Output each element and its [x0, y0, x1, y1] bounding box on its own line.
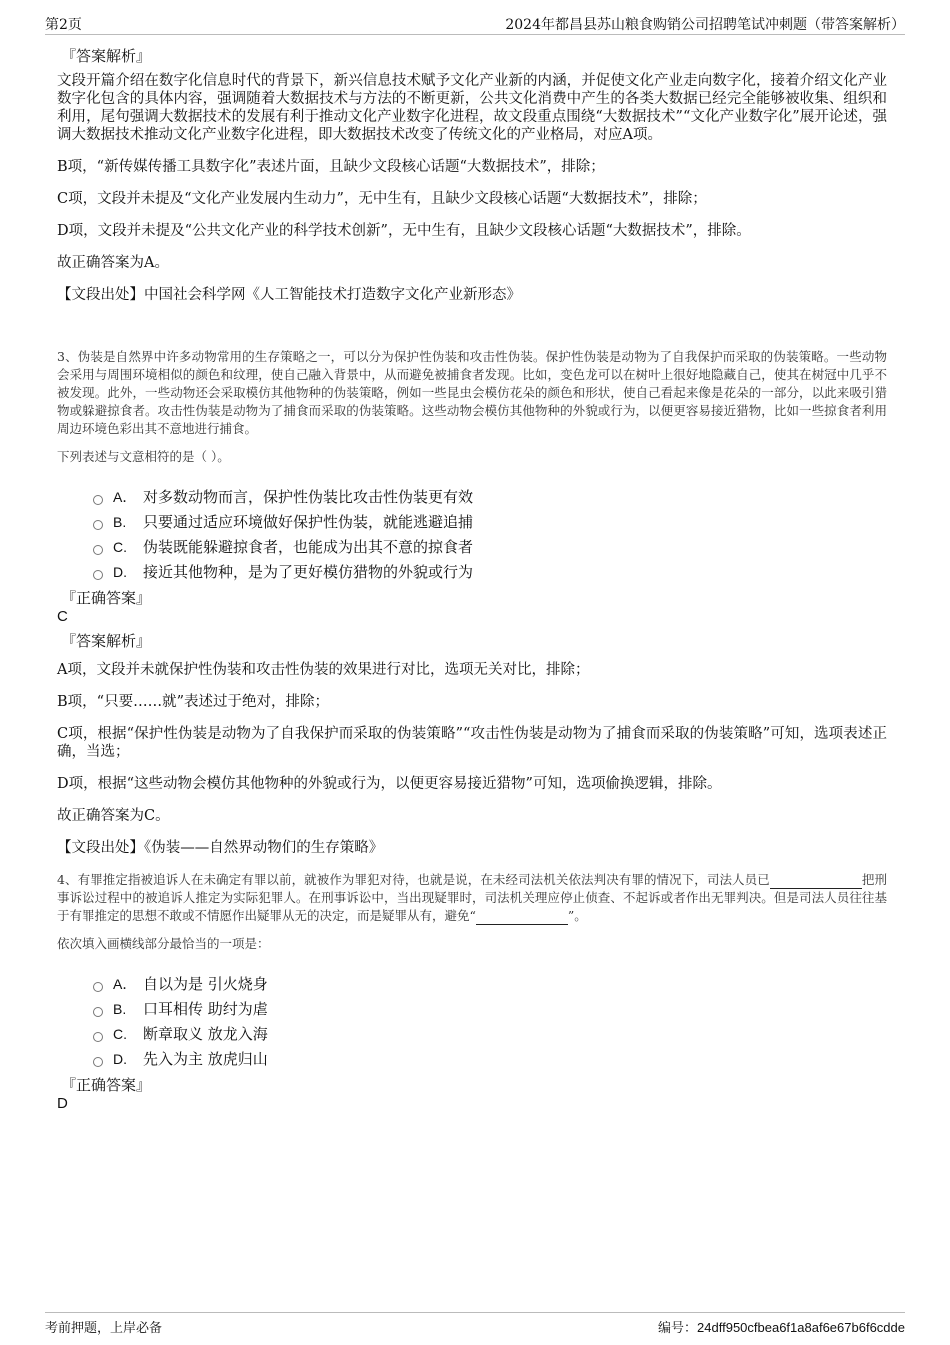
option-text: 只要通过适应环境做好保护性伪装，就能逃避追捕: [143, 513, 474, 531]
option-text: 断章取义 放龙入海: [143, 1025, 268, 1043]
q3-analysis-a: A项，文段并未就保护性伪装和攻击性伪装的效果进行对比，选项无关对比，排除；: [57, 662, 590, 678]
blank-2[interactable]: [476, 910, 568, 925]
code-value: 24dff950cfbea6f1a8af6e67b6f6cdde: [697, 1320, 905, 1335]
q3-options: [93, 484, 887, 584]
q4-stem-part2: 把刑事诉讼过程中的被追诉人推定为实际犯罪人。在刑事诉讼中，当出现疑罪时，司法机关理应停止侦查、不起诉或者作出无罪判决。但是司法人员往往基于有罪推定的思想不敢或不情愿作出疑罪从无的决定，而是疑罪从有，避免“: [57, 872, 887, 923]
radio-icon[interactable]: [93, 495, 103, 505]
q4-option-b[interactable]: [93, 996, 887, 1021]
q2-conclusion: 故正确答案为A。: [57, 255, 169, 271]
option-text: 对多数动物而言，保护性伪装比攻击性伪装更有效: [143, 488, 474, 506]
option-text: 口耳相传 助纣为虐: [143, 1000, 268, 1018]
radio-icon[interactable]: [93, 1032, 103, 1042]
q4-prompt: 依次填入画横线部分最恰当的一项是：: [57, 936, 270, 951]
q3-analysis-d: D项，根据“这些动物会模仿其他物种的外貌或行为，以便更容易接近猎物”可知，选项偷换逻辑，排除。: [57, 776, 722, 792]
q3-prompt: 下列表述与文意相符的是（ ）。: [57, 449, 230, 464]
q3-source: 【文段出处】《伪装——自然界动物们的生存策略》: [57, 840, 384, 856]
option-letter: A．: [113, 488, 137, 505]
q3-option-d[interactable]: [93, 559, 887, 584]
q2-source: 【文段出处】中国社会科学网《人工智能技术打造数字文化产业新形态》: [57, 287, 521, 303]
q3-answer: C: [57, 608, 68, 625]
q3-analysis-label: 『答案解析』: [61, 632, 152, 650]
q3-option-a[interactable]: [93, 484, 887, 509]
option-letter: B.: [113, 1000, 127, 1017]
option-letter: D.: [113, 1050, 127, 1067]
q3-analysis-c: C项，根据“保护性伪装是动物为了自我保护而采取的伪装策略”“攻击性伪装是动物为了捕食而采取的伪装策略”可知，选项表述正确，当选；: [57, 726, 887, 760]
document-title: 2024年都昌县苏山粮食购销公司招聘笔试冲刺题（带答案解析）: [505, 17, 905, 33]
radio-icon[interactable]: [93, 520, 103, 530]
radio-icon[interactable]: [93, 570, 103, 580]
q4-stem: [57, 871, 887, 925]
q2-analysis-label: 『答案解析』: [61, 47, 152, 65]
radio-icon[interactable]: [93, 1007, 103, 1017]
radio-icon[interactable]: [93, 545, 103, 555]
q4-stem-part3: ”。: [567, 908, 587, 923]
option-text: 伪装既能躲避掠食者，也能成为出其不意的掠食者: [143, 538, 474, 556]
radio-icon[interactable]: [93, 1057, 103, 1067]
page-header: [45, 14, 905, 35]
q2-analysis-d: D项，文段并未提及“公共文化产业的科学技术创新”，无中生有，且缺少文段核心话题“大数据技术”，排除。: [57, 223, 751, 239]
option-letter: B.: [113, 513, 127, 530]
blank-1[interactable]: [770, 874, 862, 889]
q3-stem: 3、伪装是自然界中许多动物常用的生存策略之一，可以分为保护性伪装和攻击性伪装。保护性伪装是动物为了自我保护而采取的伪装策略。一些动物会采用与周围环境相似的颜色和纹理，使自己融入背景中，从而避免被捕食者发现。比如，变色龙可以在树叶上很好地隐藏自己，使其在树冠中几乎不被发现。此外，一些动物还会采取模仿其他物种的伪装策略，例如一些昆虫会模仿花朵的颜色和形状，使自己看起来像是花朵的一部分，以此来吸引猎物或躲避掠食者。攻击性伪装是动物为了捕食而采取的伪装策略。这些动物会模仿其他物种的外貌或行为，以便更容易接近猎物，比如一些掠食者利用周边环境色彩出其不意地进行捕食。: [57, 349, 887, 436]
option-letter: C.: [113, 1025, 127, 1042]
page-content: [57, 46, 887, 1118]
q4-stem-part1: 4、有罪推定指被追诉人在未确定有罪以前，就被作为罪犯对待，也就是说，在未经司法机关依法判决有罪的情况下，司法人员已: [57, 872, 770, 887]
code-label: 编号：: [658, 1321, 698, 1336]
radio-icon[interactable]: [93, 982, 103, 992]
q3-answer-label: 『正确答案』: [61, 589, 152, 607]
q3-conclusion: 故正确答案为C。: [57, 808, 170, 824]
q4-option-d[interactable]: [93, 1046, 887, 1071]
page-number: 第2页: [45, 17, 82, 33]
q2-analysis-c: C项，文段并未提及“文化产业发展内生动力”，无中生有，且缺少文段核心话题“大数据技术”，排除；: [57, 191, 707, 207]
q4-options: [93, 971, 887, 1071]
q2-analysis-b: B项，“新传媒传播工具数字化”表述片面，且缺少文段核心话题“大数据技术”，排除；: [57, 159, 605, 175]
q4-answer: D: [57, 1095, 68, 1112]
document-code: [658, 1317, 905, 1336]
option-letter: D.: [113, 563, 127, 580]
option-letter: C.: [113, 538, 127, 555]
q3-option-b[interactable]: [93, 509, 887, 534]
option-text: 自以为是 引火烧身: [143, 975, 268, 993]
q3-option-c[interactable]: [93, 534, 887, 559]
option-text: 先入为主 放虎归山: [143, 1050, 268, 1068]
option-text: 接近其他物种，是为了更好模仿猎物的外貌或行为: [143, 563, 474, 581]
q4-answer-label: 『正确答案』: [61, 1076, 152, 1094]
q2-analysis-main: 文段开篇介绍在数字化信息时代的背景下，新兴信息技术赋予文化产业新的内涵，并促使文化产业走向数字化，接着介绍文化产业数字化包含的具体内容，强调随着大数据技术与方法的不断更新，公共文化消费中产生的各类大数据已经完全能够被收集、组织和利用，尾句强调大数据技术的发展有利于推动文化产业数字化进程，故文段重点围绕“大数据技术”“文化产业数字化”展开论述，强调大数据技术推动文化产业数字化进程，即大数据技术改变了传统文化的产业格局，对应A项。: [57, 73, 887, 143]
q3-analysis-b: B项，“只要……就”表述过于绝对，排除；: [57, 694, 329, 710]
footer-slogan: 考前押题，上岸必备: [45, 1321, 163, 1336]
option-letter: A．: [113, 975, 137, 992]
q4-option-a[interactable]: [93, 971, 887, 996]
q4-option-c[interactable]: [93, 1021, 887, 1046]
page-footer: [45, 1312, 905, 1339]
